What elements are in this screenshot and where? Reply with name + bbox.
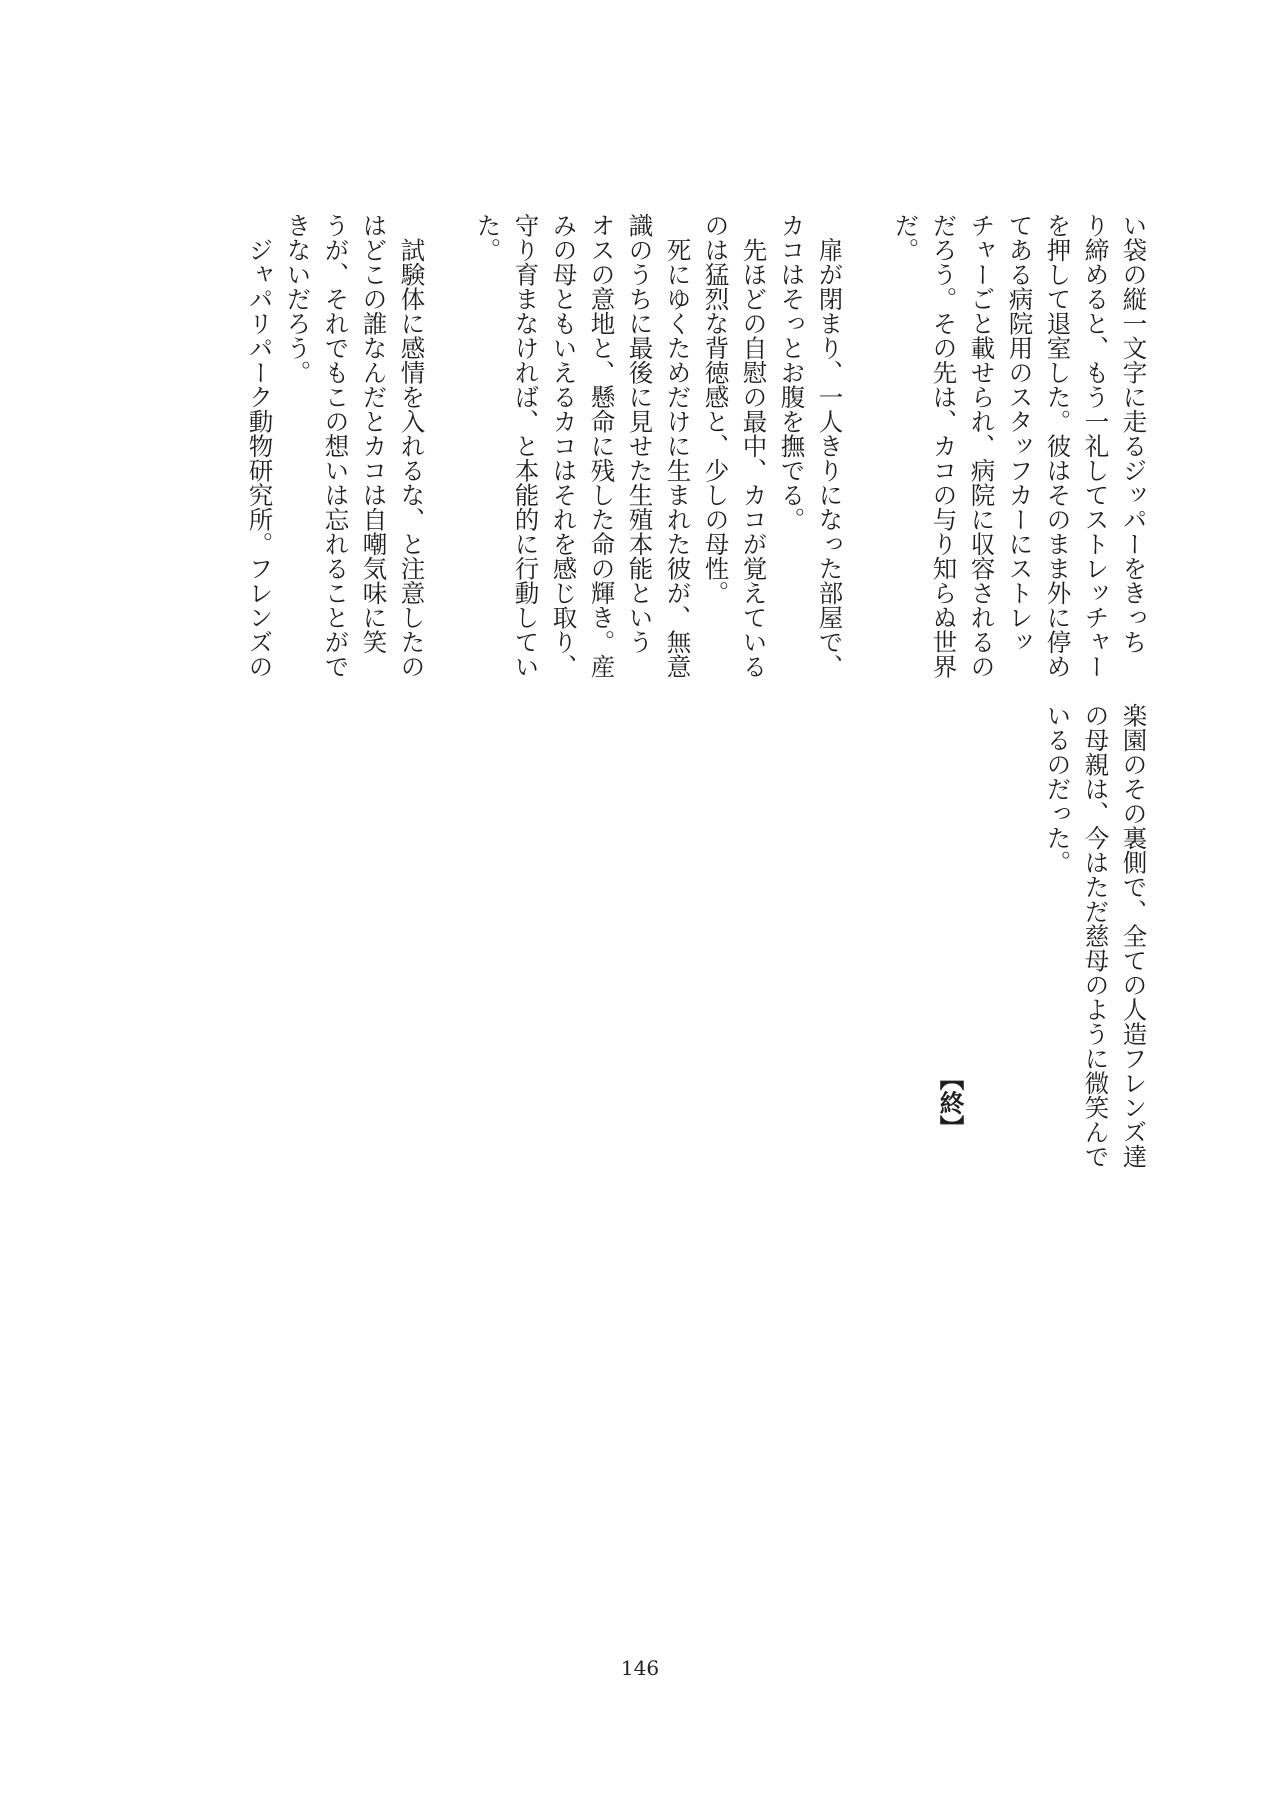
text-column: チャーごと載せられ、病院に収容されるの xyxy=(967,213,997,679)
text-column: てある病院用のスタッフカーにストレッ xyxy=(1005,213,1035,654)
text-column: きないだろう。 xyxy=(283,213,313,385)
text-column: 扉が閉まり、一人きりになった部屋で、 xyxy=(815,213,845,679)
text-column: だ。 xyxy=(891,213,921,262)
text-column: 先ほどの自慰の最中、カコが覚えている xyxy=(739,213,769,679)
end-mark: 【終】 xyxy=(936,1066,966,1140)
text-column: オスの意地と、懸命に残した命の輝き。産 xyxy=(587,213,617,679)
text-column: いるのだった。 xyxy=(1043,703,1073,875)
text-column: 死にゆくためだけに生まれた彼が、無意 xyxy=(663,213,693,679)
text-column: うが、それでもこの想いは忘れることがで xyxy=(321,213,351,679)
text-column: を押して退室した。彼はそのまま外に停め xyxy=(1043,213,1073,679)
text-column: 楽園のその裏側で、全ての人造フレンズ達 xyxy=(1119,703,1149,1169)
text-column: だろう。その先は、カコの与り知らぬ世界 xyxy=(929,213,959,679)
text-column: り締めると、もう一礼してストレッチャー xyxy=(1081,213,1111,679)
text-column: はどこの誰なんだとカコは自嘲気味に笑 xyxy=(359,213,389,654)
text-column: い袋の縦一文字に走るジッパーをきっち xyxy=(1119,213,1149,654)
page-number: 146 xyxy=(620,1656,660,1680)
text-column: のは猛烈な背徳感と、少しの母性。 xyxy=(701,213,731,605)
text-column: 試験体に感情を入れるな、と注意したの xyxy=(397,213,427,679)
text-column: の母親は、今はただ慈母のように微笑んで xyxy=(1081,703,1111,1169)
text-column: 識のうちに最後に見せた生殖本能という xyxy=(625,213,655,654)
text-column: みの母ともいえるカコはそれを感じ取り、 xyxy=(549,213,579,679)
text-column: た。 xyxy=(473,213,503,262)
text-column: 守り育まなければ、と本能的に行動してい xyxy=(511,213,541,679)
text-column: カコはそっとお腹を撫でる。 xyxy=(777,213,807,532)
text-column: ジャパリパーク動物研究所。フレンズの xyxy=(245,213,275,679)
